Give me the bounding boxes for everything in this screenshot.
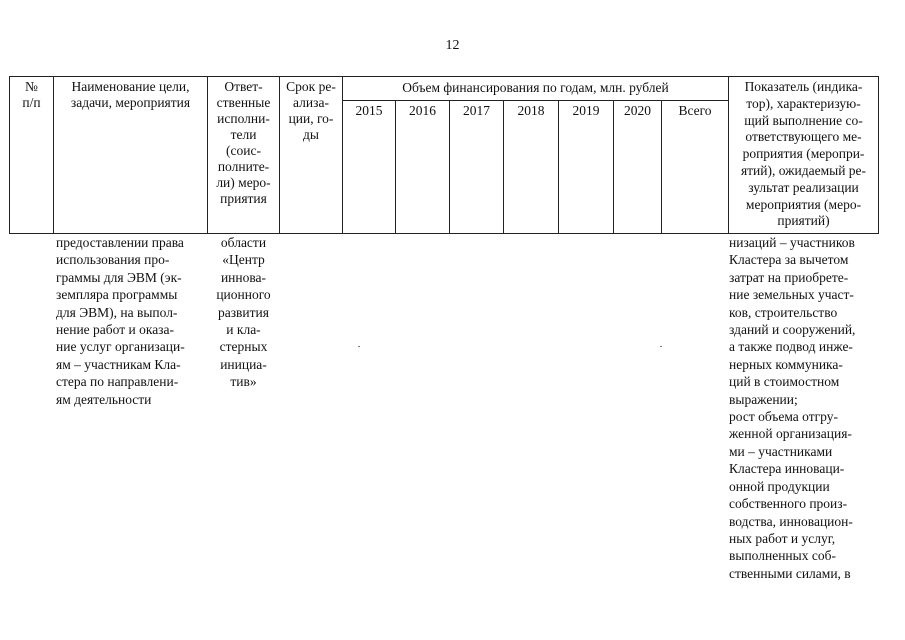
row-name-line: предоставлении права: [56, 235, 184, 250]
row-responsible-line: «Центр: [222, 252, 265, 268]
header-indicator-line: ятий), ожидаемый ре-: [740, 162, 867, 178]
row-responsible-line: тив»: [230, 374, 257, 390]
header-term: [280, 79, 342, 143]
header-name-line: задачи, мероприятия: [70, 95, 191, 110]
row-indicator-line: женной организация-: [729, 426, 852, 442]
header-responsible-line: тели: [230, 127, 257, 142]
row-name-line: граммы для ЭВМ (эк-: [56, 269, 182, 285]
header-term-line: ализа-: [293, 95, 329, 110]
header-responsible-line: Ответ-: [224, 79, 263, 94]
row-indicator-line: ние земельных участ-: [729, 287, 854, 303]
header-term-line: Срок ре-: [286, 79, 336, 94]
row-indicator-line: рост объема отгру-: [729, 409, 839, 425]
header-term-line: ции, го-: [288, 111, 334, 126]
header-num-line: №: [25, 79, 38, 94]
header-indicator-line: приятий): [777, 213, 830, 229]
row-responsible-line: ционного: [216, 287, 271, 303]
header-indicator-line: ответствующего ме-: [745, 129, 862, 145]
header-indicator-line: мероприятия (меро-: [745, 196, 862, 212]
row-indicator-line: выполненных соб-: [729, 548, 836, 564]
row-indicator-line: нерных коммуника-: [729, 356, 843, 372]
header-total: Всего: [678, 103, 712, 118]
row-name-line: ям – участникам Кла-: [56, 356, 181, 372]
row-name-line: земпляра программы: [56, 287, 178, 303]
col-border-y5: [613, 100, 614, 234]
header-responsible: [208, 79, 279, 207]
row-responsible-line: иннова-: [220, 269, 267, 285]
header-financing: Объем финансирования по годам, млн. рублей: [402, 80, 669, 95]
col-border-4: [342, 76, 343, 234]
row-responsible-line: и кла-: [226, 322, 261, 338]
header-num: [10, 79, 53, 111]
years-row-top-border: [342, 100, 728, 101]
page-number: 12: [445, 38, 460, 53]
header-year-2015: 2015: [355, 103, 383, 118]
header-responsible-line: ли) меро-: [216, 175, 271, 190]
header-indicator-line: щий выполнение со-: [744, 112, 863, 128]
header-year-2020: 2020: [624, 103, 651, 118]
header-indicator-line: Показатель (индика-: [744, 79, 863, 94]
header-num-line: п/п: [22, 95, 41, 110]
scan-speck: [660, 346, 662, 347]
scan-speck: [358, 346, 360, 347]
row-indicator-line: зданий и сооружений,: [729, 322, 856, 338]
row-responsible-text: [207, 234, 280, 391]
row-name-line: для ЭВМ), на выпол-: [56, 304, 178, 320]
header-name: [54, 79, 207, 111]
row-indicator-line: онной продукции: [729, 478, 830, 494]
row-indicator-line: затрат на приобрете-: [729, 269, 849, 285]
row-indicator-line: водства, инновацион-: [729, 513, 853, 529]
header-responsible-line: (соис-: [226, 143, 261, 158]
row-name-text: [56, 234, 206, 408]
row-responsible-line: области: [220, 235, 267, 250]
row-responsible-line: развития: [217, 304, 269, 320]
row-responsible-line: инициа-: [220, 356, 267, 372]
row-indicator-line: Кластера инноваци-: [729, 461, 845, 477]
header-year-2016: 2016: [409, 103, 436, 118]
row-indicator-line: ных работ и услуг,: [729, 530, 836, 546]
header-indicator: [729, 79, 878, 230]
col-border-y1: [395, 100, 396, 234]
row-indicator-line: выражении;: [729, 391, 798, 407]
header-indicator-line: зультат реализации: [748, 179, 859, 195]
row-indicator-line: ков, строительство: [729, 304, 838, 320]
header-responsible-line: полните-: [217, 159, 270, 174]
header-year-2017: 2017: [463, 103, 490, 118]
row-name-line: ям деятельности: [56, 391, 152, 407]
col-border-y4: [558, 100, 559, 234]
header-responsible-line: приятия: [220, 191, 267, 206]
row-name-line: ние услуг организаци-: [56, 339, 185, 355]
row-indicator-line: Кластера за вычетом: [729, 252, 849, 268]
col-border-y3: [503, 100, 504, 234]
header-term-line: ды: [303, 127, 319, 142]
row-indicator-line: собственного произ-: [729, 496, 848, 512]
header-responsible-line: исполни-: [217, 111, 270, 126]
table-top-border: [9, 76, 878, 77]
row-indicator-line: а также подвод инже-: [729, 339, 853, 355]
row-name-line: стера по направлени-: [56, 374, 179, 390]
header-indicator-line: тор), характеризую-: [746, 95, 861, 111]
col-border-y2: [449, 100, 450, 234]
header-year-2018: 2018: [517, 103, 545, 118]
header-name-line: Наименование цели,: [71, 79, 190, 94]
row-name-line: нение работ и оказа-: [56, 322, 175, 338]
row-responsible-line: стерных: [219, 339, 268, 355]
col-border-y6: [661, 100, 662, 234]
header-year-2019: 2019: [572, 103, 600, 118]
row-indicator-line: низаций – участников: [729, 235, 855, 250]
header-indicator-line: роприятия (меропри-: [742, 146, 865, 162]
row-indicator-line: ственными силами, в: [729, 565, 851, 581]
row-indicator-text: [729, 234, 879, 582]
row-indicator-line: ций в стоимостном: [729, 374, 840, 390]
header-responsible-line: ственные: [216, 95, 271, 110]
row-indicator-line: ми – участниками: [729, 443, 833, 459]
col-border-right: [878, 76, 879, 234]
row-name-line: использования про-: [56, 252, 170, 268]
